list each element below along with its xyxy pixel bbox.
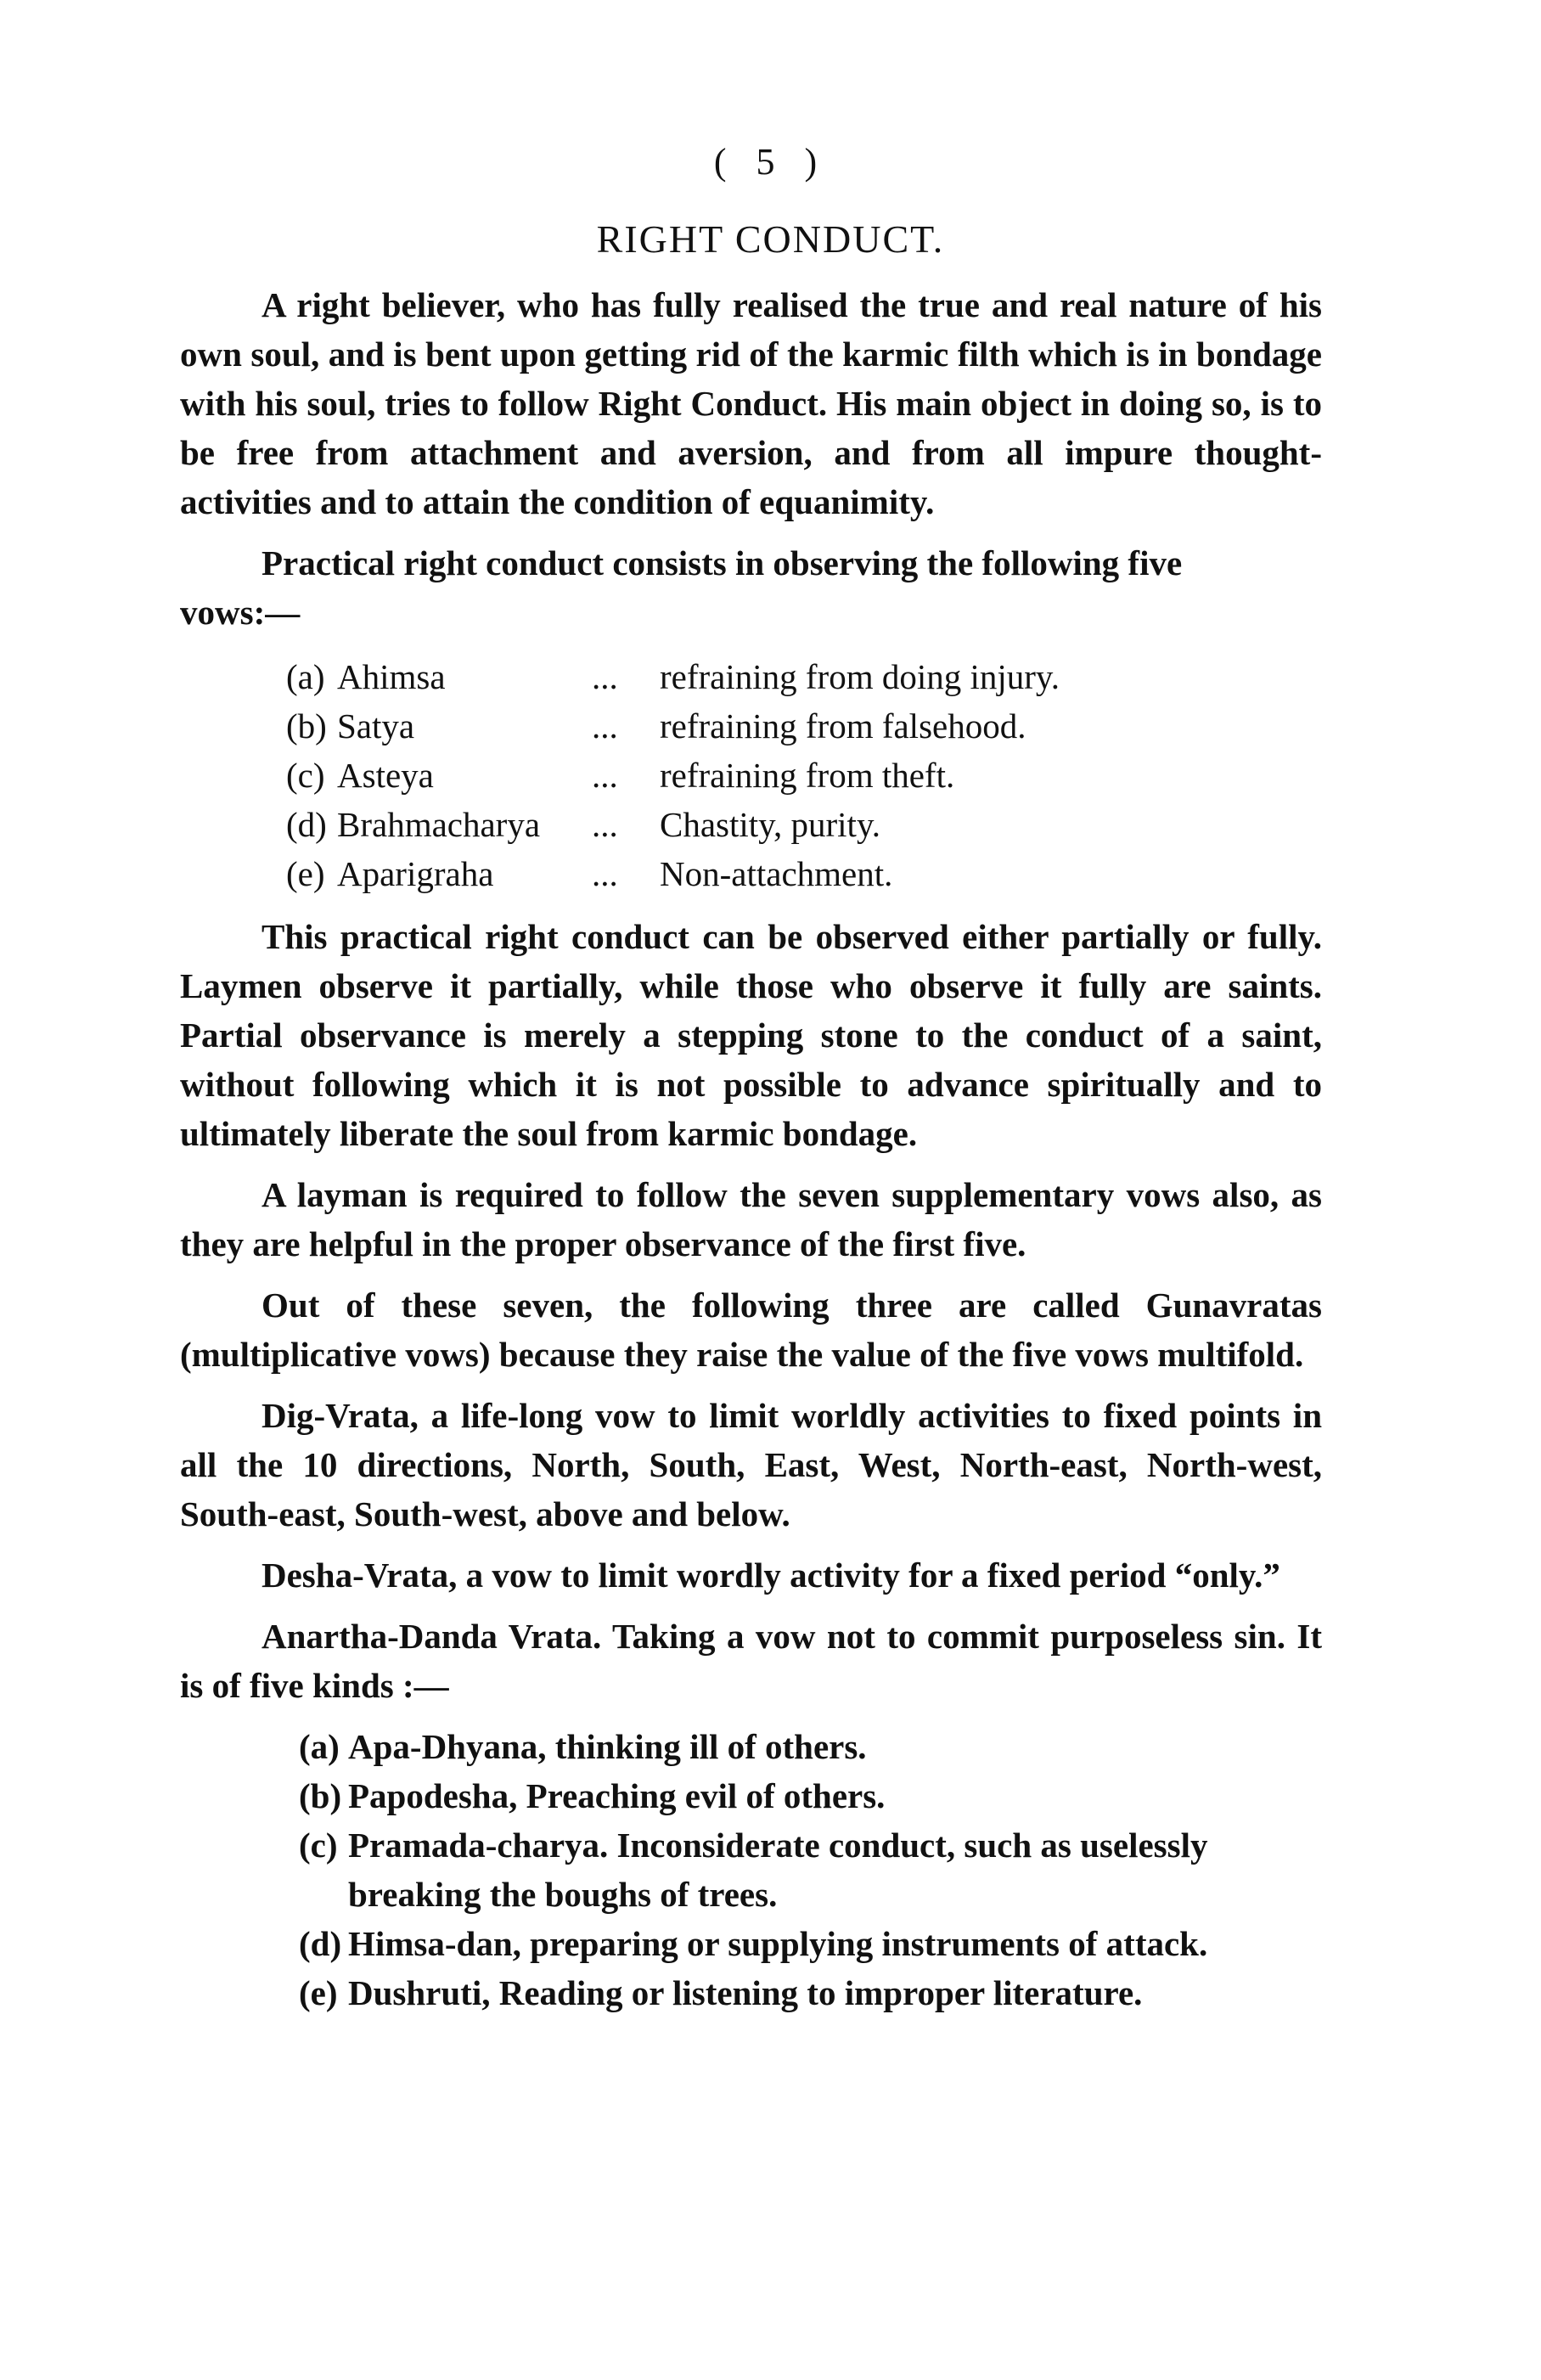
paragraph-five-vows-line2: vows:— — [180, 593, 301, 632]
vow-meaning: Chastity, purity. — [660, 805, 881, 844]
kind-text: Apa-Dhyana, thinking ill of others. — [348, 1727, 867, 1766]
list-item — [299, 1771, 1322, 1820]
kind-letter: (a) — [299, 1727, 340, 1766]
paragraph-layman: A layman is required to follow the seven supplementary vows also, as they are helpful in the proper observance of the first five. — [180, 1175, 1322, 1263]
vow-meaning: Non-attachment. — [660, 854, 893, 893]
paragraph-dig-vrata: Dig-Vrata, a life-long vow to limit worldly activities to fixed points in all the 10 directions, North, South, East, West, North-east, North-west, South-east, South-west, above and below. — [180, 1396, 1322, 1533]
vow-letter: (c) — [286, 756, 325, 795]
vow-name: Satya — [337, 706, 415, 746]
vow-list — [180, 652, 1322, 898]
vow-meaning: refraining from theft. — [660, 756, 955, 795]
vow-name: Ahimsa — [337, 657, 446, 696]
paragraph-intro: A right believer, who has fully realised the true and real nature of his own soul, and is bent upon getting rid of the karmic filth which is in bondage with his soul, tries to follow Right Conduct. His main object in doing so, is to be free from attachment and aversion, and from all impure thought-activities and to attain the condition of equanimity. — [180, 285, 1322, 521]
paragraph-practical-conduct: This practical right conduct can be observed either partially or fully. Laymen observe it partially, while those who observe it fully are saints. Partial observance is merely a stepping stone to the conduct of a saint, without following which it is not possible to advance spiritually and to ultimately liberate the soul from karmic bondage. — [180, 917, 1322, 1153]
kinds-list — [180, 1722, 1322, 2017]
list-item — [299, 1968, 1322, 2017]
kind-letter: (c) — [299, 1826, 338, 1865]
kind-letter: (e) — [299, 1973, 338, 2012]
paragraph-anartha-danda: Anartha-Danda Vrata. Taking a vow not to commit purposeless sin. It is of five kinds :— — [180, 1617, 1322, 1705]
vow-dots: ... — [592, 805, 618, 844]
list-item — [299, 1820, 1322, 1919]
list-item — [286, 849, 1322, 898]
vow-dots: ... — [592, 706, 618, 746]
document-body — [180, 280, 1322, 2017]
page-number: ( 5 ) — [713, 141, 828, 183]
paragraph-gunavratas: Out of these seven, the following three are called Gunavratas (multiplicative vows) because they raise the value of the five vows multifold. — [180, 1286, 1322, 1374]
kind-text: Himsa-dan, preparing or supplying instruments of attack. — [348, 1924, 1208, 1963]
paragraph-desha-vrata: Desha-Vrata, a vow to limit wordly activity for a fixed period “only.” — [262, 1556, 1280, 1595]
vow-meaning: refraining from doing injury. — [660, 657, 1060, 696]
kind-letter: (b) — [299, 1776, 342, 1815]
list-item — [286, 652, 1322, 701]
list-item — [286, 701, 1322, 751]
list-item — [299, 1919, 1322, 1968]
paragraph-five-vows-line1: Practical right conduct consists in observing the following five — [262, 543, 1183, 582]
kind-text: Papodesha, Preaching evil of others. — [348, 1776, 886, 1815]
vow-name: Asteya — [337, 756, 434, 795]
vow-name: Brahmacharya — [337, 805, 541, 844]
list-item — [286, 751, 1322, 800]
kind-text: Dushruti, Reading or listening to improper literature. — [348, 1973, 1143, 2012]
list-item — [286, 800, 1322, 849]
vow-letter: (e) — [286, 854, 325, 893]
vow-dots: ... — [592, 756, 618, 795]
vow-dots: ... — [592, 657, 618, 696]
list-item — [299, 1722, 1322, 1771]
vow-letter: (b) — [286, 706, 327, 746]
kind-text: Pramada-charya. Inconsiderate conduct, such as uselessly breaking the boughs of trees. — [348, 1826, 1208, 1914]
vow-letter: (d) — [286, 805, 327, 844]
vow-name: Aparigraha — [337, 854, 494, 893]
vow-meaning: refraining from falsehood. — [660, 706, 1026, 746]
kind-letter: (d) — [299, 1924, 342, 1963]
vow-dots: ... — [592, 854, 618, 893]
vow-letter: (a) — [286, 657, 325, 696]
page-title: RIGHT CONDUCT. — [596, 217, 945, 261]
